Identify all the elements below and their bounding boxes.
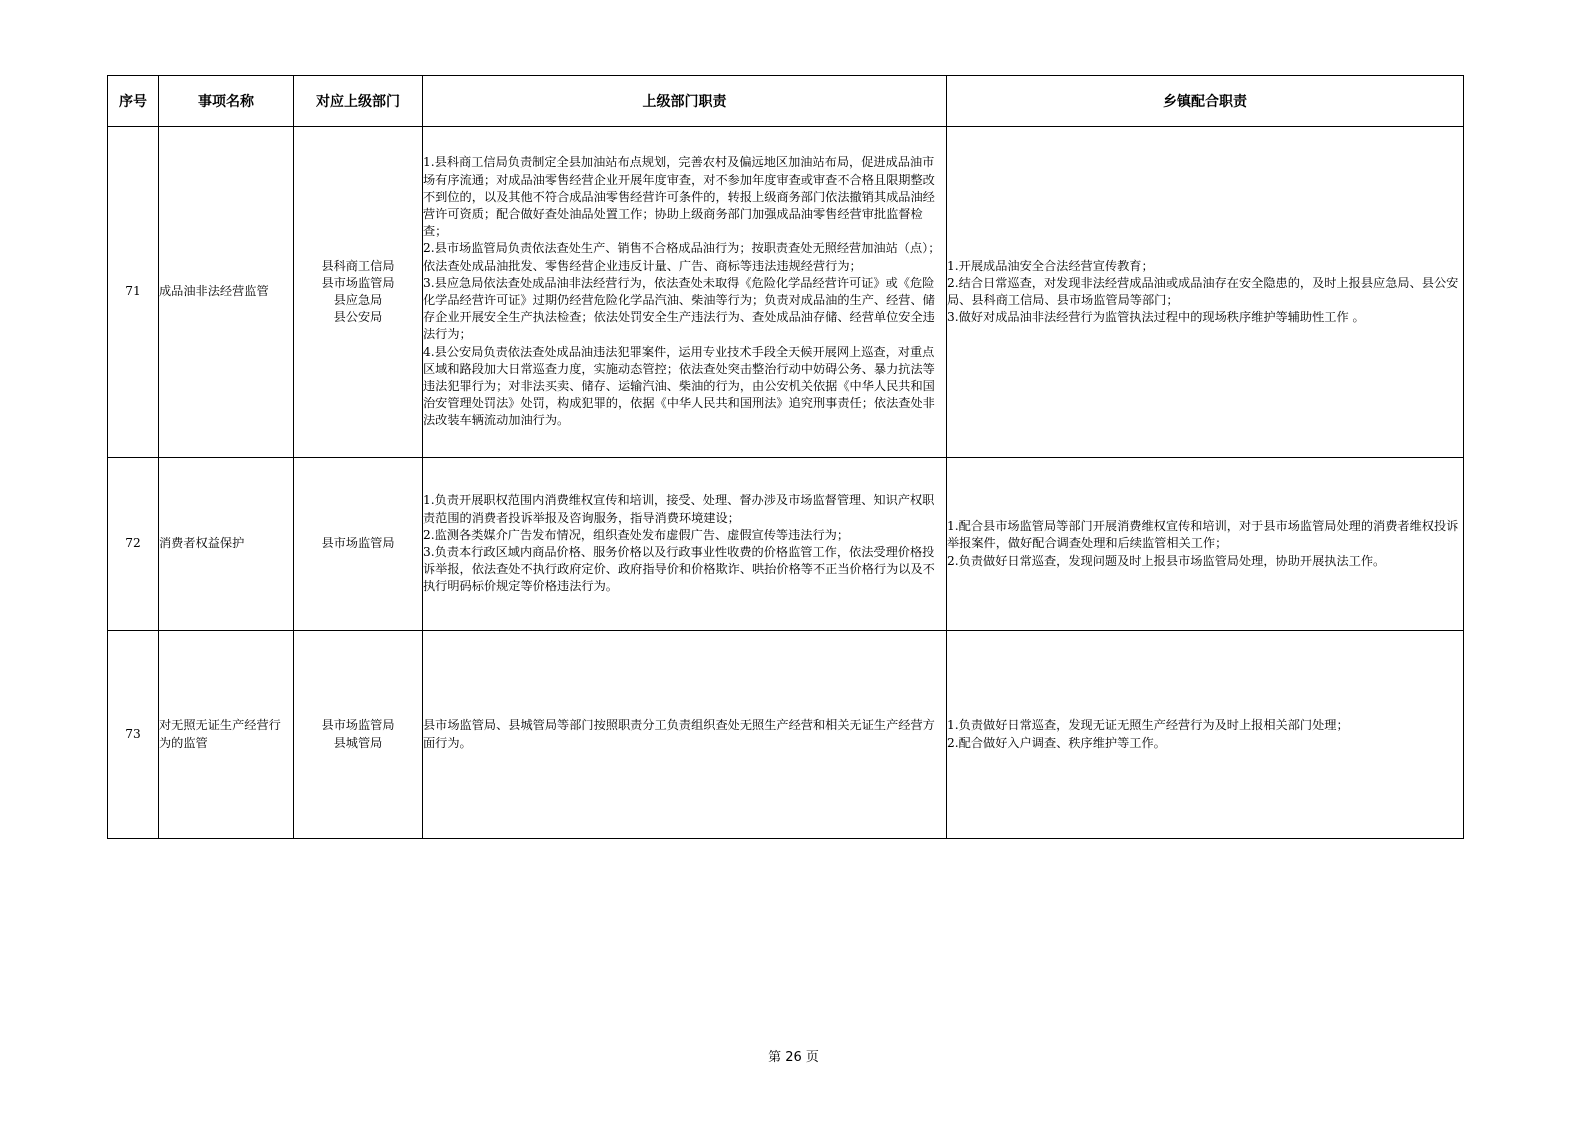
header-upper-duties: 上级部门职责: [423, 76, 947, 127]
page-number: 第 26 页: [768, 1050, 819, 1065]
upper-duties-cell: [423, 458, 947, 631]
dept-name: 县市场监管局: [321, 718, 395, 733]
upper-duty: 3.负责本行政区域内商品价格、服务价格以及行政事业性收费的价格监管工作，依法受理价格投诉举报，依法查处不执行政府定价、政府指导价和价格欺诈、哄抬价格等不正当价格行为以及不执行明码标价规定等价格违法行为。: [423, 545, 935, 594]
row-number: 72: [108, 458, 159, 631]
header-item-name: 事项名称: [159, 76, 294, 127]
item-name: 成品油非法经营监管: [159, 127, 294, 458]
upper-duties-cell: [423, 127, 947, 458]
town-duties-cell: [947, 631, 1464, 839]
dept-cell: [294, 631, 423, 839]
town-duty: 3.做好对成品油非法经营行为监管执法过程中的现场秩序维护等辅助性工作 。: [947, 310, 1365, 325]
dept-name: 县市场监管局: [321, 536, 395, 551]
responsibility-table: [107, 75, 1464, 839]
upper-duty: 3.县应急局依法查处成品油非法经营行为，依法查处未取得《危险化学品经营许可证》或《危险化学品经营许可证》过期仍经营危险化学品汽油、柴油等行为；负责对成品油的生产、经营、储存企业开展安全生产执法检查；依法处罚安全生产违法行为、查处成品油存储、经营单位安全违法行为；: [423, 275, 935, 342]
upper-duty: 1.县科商工信局负责制定全县加油站布点规划，完善农村及偏远地区加油站布局，促进成品油市场有序流通；对成品油零售经营企业开展年度审查，对不参加年度审查或审查不合格且限期整改不到位的，以及其他不符合成品油零售经营许可条件的，转报上级商务部门依法撤销其成品油经营许可资质；配合做好查处油品处置工作；协助上级商务部门加强成品油零售经营审批监督检查；: [423, 155, 935, 239]
town-duty: 1.负责做好日常巡查，发现无证无照生产经营行为及时上报相关部门处理；: [947, 718, 1349, 733]
upper-duty: 4.县公安局负责依法查处成品油违法犯罪案件，运用专业技术手段全天候开展网上巡查，对重点区域和路段加大日常巡查力度，实施动态管控；依法查处突击整治行动中妨碍公务、暴力抗法等违法犯罪行为；对非法买卖、储存、运输汽油、柴油的行为，由公安机关依据《中华人民共和国治安管理处罚法》处罚，构成犯罪的，依据《中华人民共和国刑法》追究刑事责任；依法查处非法改装车辆流动加油行为。: [423, 344, 935, 428]
dept-name: 县公安局: [333, 310, 383, 325]
header-dept: 对应上级部门: [294, 76, 423, 127]
town-duties-cell: [947, 127, 1464, 458]
upper-duties-cell: [423, 631, 947, 839]
row-number: 71: [108, 127, 159, 458]
upper-duty: 2.监测各类媒介广告发布情况，组织查处发布虚假广告、虚假宣传等违法行为；: [423, 527, 850, 542]
table-header-row: [108, 76, 1464, 127]
dept-name: 县应急局: [333, 293, 383, 307]
table-row: [108, 127, 1464, 458]
dept-cell: [294, 458, 423, 631]
town-duty: 2.结合日常巡查，对发现非法经营成品油或成品油存在安全隐患的，及时上报县应急局、县公安局、县科商工信局、县市场监管局等部门；: [947, 275, 1459, 307]
upper-duty: 2.县市场监管局负责依法查处生产、销售不合格成品油行为；按职责查处无照经营加油站（点）；依法查处成品油批发、零售经营企业违反计量、广告、商标等违法违规经营行为；: [423, 241, 941, 273]
town-duties-cell: [947, 458, 1464, 631]
table-row: [108, 631, 1464, 839]
item-name: 消费者权益保护: [159, 458, 294, 631]
dept-name: 县城管局: [333, 735, 383, 750]
header-no: 序号: [108, 76, 159, 127]
town-duty: 2.配合做好入户调查、秩序维护等工作。: [947, 735, 1166, 750]
upper-duty: 1.负责开展职权范围内消费维权宣传和培训，接受、处理、督办涉及市场监督管理、知识产权职责范围的消费者投诉举报及咨询服务，指导消费环境建设；: [423, 493, 935, 525]
table-row: [108, 458, 1464, 631]
town-duty: 2.负责做好日常巡查，发现问题及时上报县市场监管局处理，协助开展执法工作。: [947, 553, 1386, 568]
item-name: 对无照无证生产经营行为的监管: [159, 631, 294, 839]
header-town-duties: 乡镇配合职责: [947, 76, 1464, 127]
town-duty: 1.开展成品油安全合法经营宣传教育；: [947, 258, 1154, 273]
dept-name: 县市场监管局: [321, 275, 395, 290]
row-number: 73: [108, 631, 159, 839]
dept-cell: [294, 127, 423, 458]
upper-duty: 县市场监管局、县城管局等部门按照职责分工负责组织查处无照生产经营和相关无证生产经营方面行为。: [423, 718, 935, 750]
town-duty: 1.配合县市场监管局等部门开展消费维权宣传和培训，对于县市场监管局处理的消费者维权投诉举报案件，做好配合调查处理和后续监管相关工作；: [947, 519, 1459, 551]
dept-name: 县科商工信局: [321, 258, 395, 273]
